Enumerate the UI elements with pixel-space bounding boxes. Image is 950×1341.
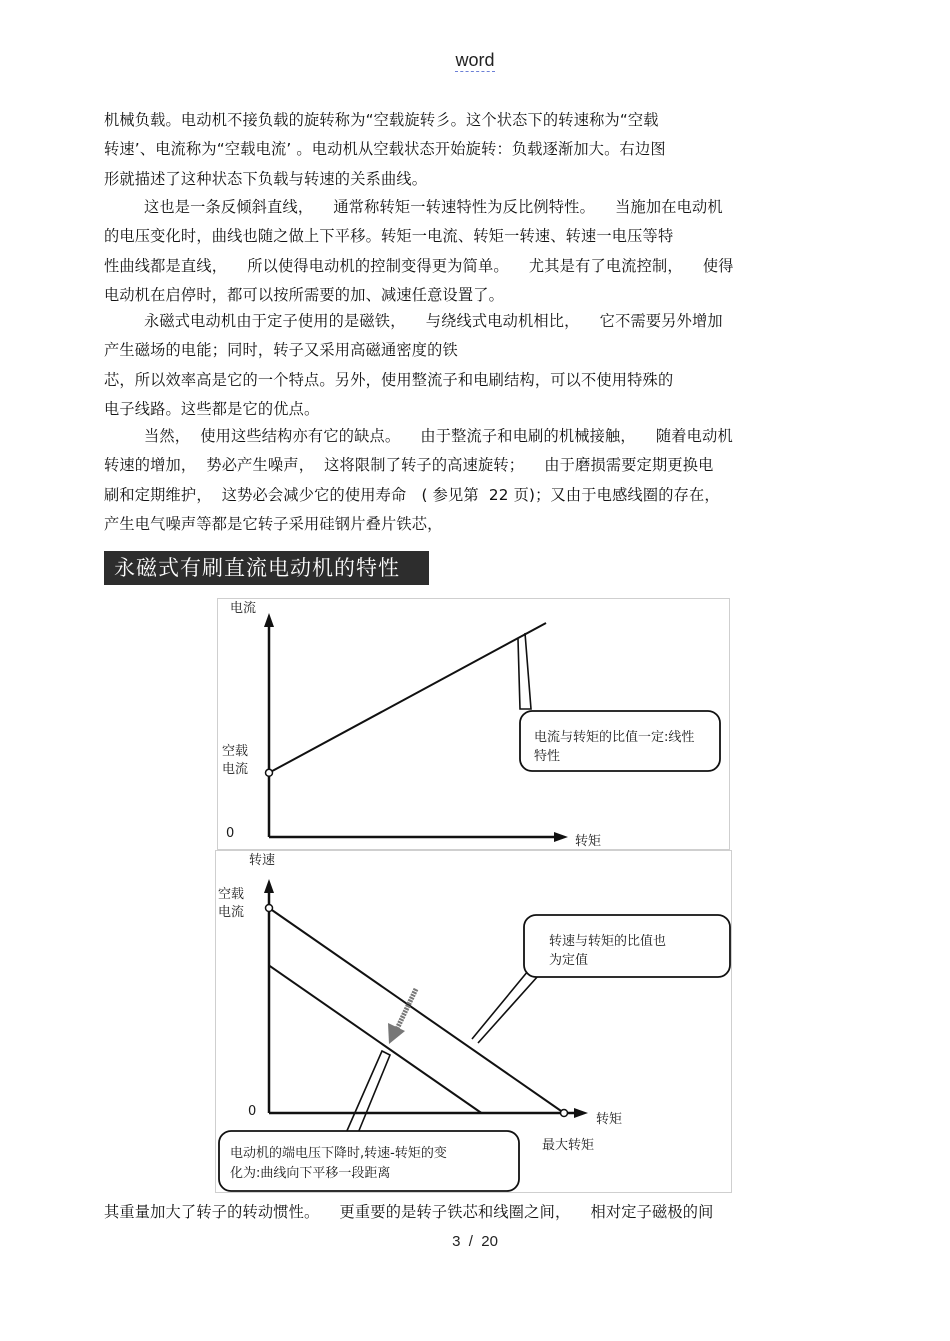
callout-bottom-pointer xyxy=(346,1051,390,1133)
paragraph-line: 产生磁场的电能；同时，转子又采用高磁通密度的铁 xyxy=(104,341,458,360)
current-torque-figure xyxy=(217,598,730,850)
callout-text-line-1: 电流与转矩的比值一定:线性 xyxy=(534,730,695,745)
x-intercept-label: 最大转矩 xyxy=(542,1138,595,1153)
page-indicator: 3 / 20 xyxy=(452,1233,498,1250)
paragraph-line: 形就描述了这种状态下负载与转速的关系曲线。 xyxy=(104,169,428,188)
paragraph-line: 这也是一条反倾斜直线， 通常称转矩一转速特性为反比例特性。 当施加在电动机 xyxy=(144,198,723,216)
paragraph-line: 电子线路。这些都是它的优点。 xyxy=(104,400,320,419)
callout-top-line-2: 为定值 xyxy=(549,953,589,968)
paragraph-1 xyxy=(104,106,844,194)
paragraph-2 xyxy=(104,193,844,311)
x-axis-label: 转矩 xyxy=(596,1112,623,1127)
paragraph-line: 转速的增加， 势必产生噪声， 这将限制了转子的高速旋转； 由于磨损需要定期更换电 xyxy=(104,456,714,475)
page-footer xyxy=(0,1233,950,1250)
shift-arrow-head xyxy=(388,1023,405,1044)
header-title: word xyxy=(455,50,495,70)
paragraph-line: 转速’、电流称为“空载电流’ 。电动机从空载状态开始旋转：负载逐渐加大。右边图 xyxy=(104,140,666,159)
y-intercept-label-line: 电流 xyxy=(218,905,245,920)
speed-torque-chart xyxy=(216,851,733,1194)
callout-bottom-line-1: 电动机的端电压下降时,转速-转矩的变 xyxy=(230,1146,447,1161)
x-axis-arrow xyxy=(554,832,568,842)
callout-bottom-line-2: 化为:曲线向下平移一段距离 xyxy=(230,1166,391,1181)
y-intercept-label xyxy=(218,886,244,920)
paragraph-line: 产生电气噪声等都是它转子采用硅钢片叠片铁芯， xyxy=(104,515,443,534)
current-line xyxy=(269,623,546,773)
origin-label: 0 xyxy=(226,826,235,841)
section-banner: 永磁式有刷直流电动机的特性 xyxy=(104,551,429,585)
y-intercept-label xyxy=(222,743,248,777)
y-intercept-label-line: 空载 xyxy=(222,743,249,759)
speed-line-rated-voltage xyxy=(269,908,564,1113)
callout-top-line-1: 转速与转矩的比值也 xyxy=(549,934,667,949)
callout-top-pointer xyxy=(472,971,538,1043)
y-intercept-label-line: 空载 xyxy=(218,887,245,902)
paragraph-line: 机械负载。电动机不接负载的旋转称为“空载旋转彡。这个状态下的转速称为“空载 xyxy=(104,111,659,129)
document-header xyxy=(0,50,950,71)
paragraph-line: 的电压变化时，曲线也随之做上下平移。转矩一电流、转矩一转速、转速一电压等特 xyxy=(104,227,674,246)
y-axis-label: 转速 xyxy=(249,853,276,868)
current-torque-chart xyxy=(218,599,731,851)
paragraph-4 xyxy=(104,422,844,540)
y-intercept-label-line: 电流 xyxy=(222,761,249,777)
y-intercept-point xyxy=(266,769,273,776)
callout-pointer xyxy=(518,633,531,709)
y-intercept-point xyxy=(266,905,273,912)
y-axis-arrow xyxy=(264,879,274,893)
x-intercept-point xyxy=(561,1110,568,1117)
paragraph-line: 芯，所以效率高是它的一个特点。另外，使用整流子和电刷结构，可以不使用特殊的 xyxy=(104,370,674,389)
paragraph-line: 当然， 使用这些结构亦有它的缺点。 由于整流子和电刷的机械接触， 随着电动机 xyxy=(144,427,733,445)
speed-torque-figure xyxy=(215,850,732,1193)
paragraph-line: 永磁式电动机由于定子使用的是磁铁， 与绕线式电动机相比， 它不需要另外增加 xyxy=(144,312,723,330)
x-axis-arrow xyxy=(574,1108,588,1118)
paragraph-line: 电动机在启停时，都可以按所需要的加、减速任意设置了。 xyxy=(104,286,505,305)
y-axis-arrow xyxy=(264,613,274,627)
paragraph-line: 性曲线都是直线， 所以使得电动机的控制变得更为简单。 尤其是有了电流控制， 使得 xyxy=(104,256,734,275)
paragraph-5 xyxy=(104,1198,844,1227)
paragraph-3 xyxy=(104,307,844,425)
shift-arrow-shaft xyxy=(396,989,416,1031)
callout-text-line-2: 特性 xyxy=(534,749,561,764)
paragraph-line: 刷和定期维护， 这势必会减少它的使用寿命 ( 参见第 22 页)；又由于电感线圈的存在， xyxy=(104,485,720,504)
x-axis-label: 转矩 xyxy=(575,834,602,849)
origin-label: 0 xyxy=(248,1104,257,1119)
y-axis-label: 电流 xyxy=(230,601,257,616)
paragraph-line: 其重量加大了转子的转动惯性。 更重要的是转子铁芯和线圈之间， 相对定子磁极的间 xyxy=(104,1203,714,1221)
callout-bottom-box xyxy=(219,1131,519,1191)
